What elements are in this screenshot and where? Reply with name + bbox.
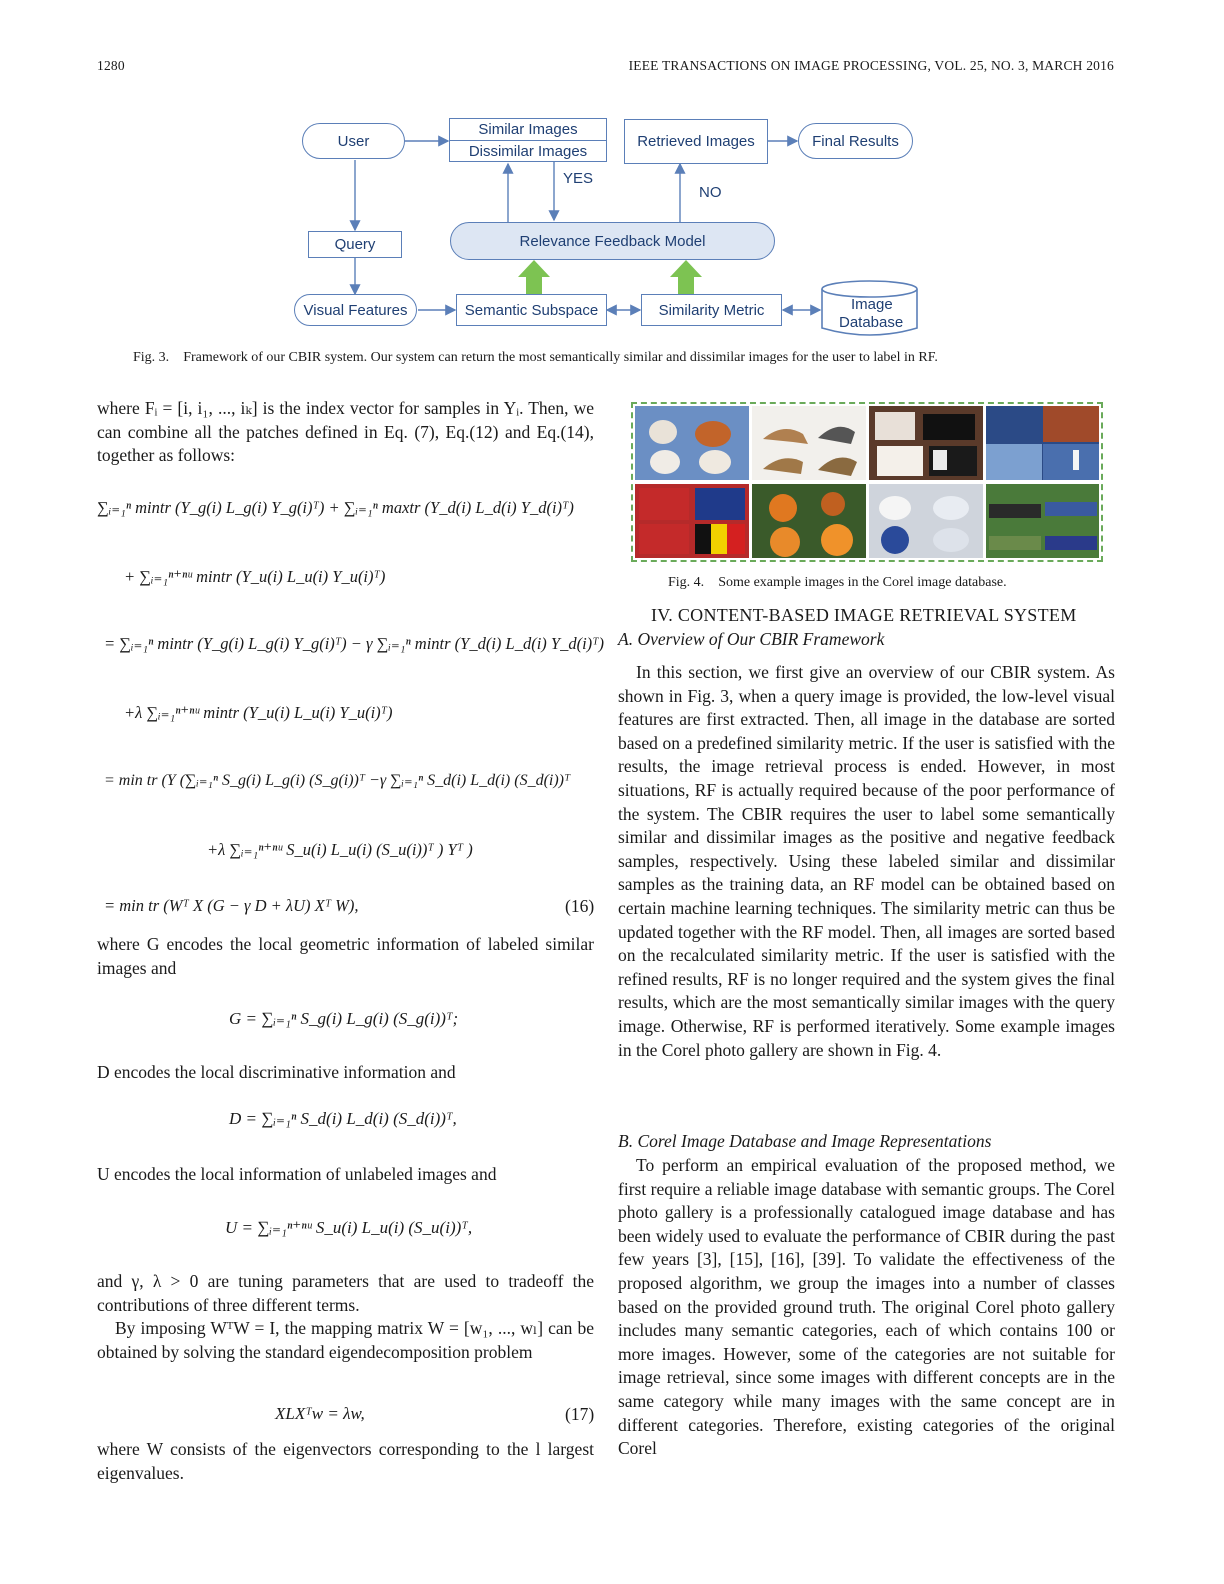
left-paragraph-5: and γ, λ > 0 are tuning parameters that are used to tradeoff the contributions of three different terms. <box>97 1271 594 1315</box>
node-similarity-metric: Similarity Metric <box>641 294 782 326</box>
label-yes: YES <box>563 170 594 187</box>
subsection-heading-b: B. Corel Image Database and Image Representations <box>618 1131 992 1151</box>
node-retrieved-images: Retrieved Images <box>624 119 768 164</box>
right-paragraph-a: In this section, we first give an overview of our CBIR system. As shown in Fig. 3, when a query image is provided, the low-level visual features are first extracted. Then, all image in the database are sorted based on a predefined similarity metric. If the user is satisfied with the results, the image retrieval process is ended. However, in most situations, RF is actually required because of the poor performance of the system. The CBIR requires the user to label some semantically similar and dissimilar images as the positive and negative feedback samples, respectively. Using these labeled similar and dissimilar samples as the training data, an RF model can be obtained based on certain machine learning techniques. The similarity metric can thus be updated together with the RF model. Then, all images are sorted based on the recalculated similarity metric. If the user is satisfied with the refined results, RF is no longer required and the system gives the final results, which are the most semantically similar images with the query image. Otherwise, RF is performed iteratively. Some example images in the Corel photo gallery are shown in Fig. 4. <box>618 662 1115 1060</box>
playing-card-images <box>869 406 983 480</box>
equation-17: XLXᵀw = λw, <box>275 1404 365 1423</box>
left-paragraph-6: By imposing WᵀW = I, the mapping matrix W = [w₁, ..., wₗ] can be obtained by solving the standard eigendecomposition problem <box>97 1318 594 1362</box>
eq16-line-5: = min tr (Y (∑ᵢ₌₁ⁿ S_g(i) L_g(i) (S_g(i))ᵀ −γ ∑ᵢ₌₁ⁿ S_d(i) L_d(i) (S_d(i))ᵀ <box>104 772 571 789</box>
eq16-line-1: ∑ᵢ₌₁ⁿ mintr (Y_g(i) L_g(i) Y_g(i)ᵀ) + ∑ᵢ₌₁ⁿ maxtr (Y_d(i) L_d(i) Y_d(i)ᵀ) <box>97 498 574 517</box>
node-final-results: Final Results <box>798 123 913 159</box>
dinosaur-images <box>752 406 866 480</box>
equation-U: U = ∑ᵢ₌₁ⁿ⁺ⁿᵘ S_u(i) L_u(i) (S_u(i))ᵀ, <box>225 1218 473 1237</box>
left-paragraph-1: where Fᵢ = [i, i₁, ..., iₖ] is the index vector for samples in Yᵢ. Then, we can combine all the patches defined in Eq. (7), Eq.(12) and Eq.(14), together as follows: <box>97 398 594 466</box>
right-paragraph-b: To perform an empirical evaluation of the proposed method, we first require a reliable image database with semantic groups. The Corel photo gallery is a professionally catalogued image database and has been widely used to evaluate the performance of CBIR during the past few years [3], [15], [16], [39]. To validate the effectiveness of the proposed algorithm, we group the images into a number of classes based on the provided ground truth. The original Corel photo gallery includes many semantic categories, each of which contains 100 or more images. However, some of the categories are not suitable for image retrieval, since some images with different concepts are in the same category while many images with the same concept are in different categories. Therefore, existing categories of the original Corel <box>618 1155 1115 1459</box>
eq17-number: (17) <box>565 1404 595 1424</box>
node-similar-images: Similar Images <box>449 118 607 140</box>
figure-3-connectors <box>0 0 1224 345</box>
label-no: NO <box>699 184 722 201</box>
node-database-line2: Database <box>839 314 904 331</box>
equation-D: D = ∑ᵢ₌₁ⁿ S_d(i) L_d(i) (S_d(i))ᵀ, <box>229 1109 457 1128</box>
node-visual-features: Visual Features <box>294 294 417 326</box>
eq16-number: (16) <box>565 896 595 916</box>
corel-example-images <box>633 404 1101 560</box>
eq16-line-3: = ∑ᵢ₌₁ⁿ mintr (Y_g(i) L_g(i) Y_g(i)ᵀ) − γ ∑ᵢ₌₁ⁿ mintr (Y_d(i) L_d(i) Y_d(i)ᵀ) <box>104 634 605 653</box>
section-heading-iv: IV. CONTENT-BASED IMAGE RETRIEVAL SYSTEM <box>651 605 1077 625</box>
caption-label: Fig. 4. <box>668 575 705 590</box>
left-paragraph-4: U encodes the local information of unlabeled images and <box>97 1164 497 1184</box>
page-number: 1280 <box>97 58 125 73</box>
node-dissimilar-images: Dissimilar Images <box>449 140 607 162</box>
left-paragraph-7: where W consists of the eigenvectors corresponding to the l largest eigenvalues. <box>97 1439 594 1483</box>
pumpkin-images <box>752 484 866 558</box>
flag-images <box>635 484 749 558</box>
eq16-line-2: + ∑ᵢ₌₁ⁿ⁺ⁿᵘ mintr (Y_u(i) L_u(i) Y_u(i)ᵀ) <box>124 567 386 586</box>
caption-label: Fig. 3. <box>133 350 170 365</box>
node-user: User <box>302 123 405 159</box>
left-paragraph-2: where G encodes the local geometric information of labeled similar images and <box>97 934 594 978</box>
figure-3-caption <box>133 350 938 366</box>
eq16-line-4: +λ ∑ᵢ₌₁ⁿ⁺ⁿᵘ mintr (Y_u(i) L_u(i) Y_u(i)ᵀ) <box>124 703 393 722</box>
green-up-arrows <box>518 260 702 294</box>
equation-G: G = ∑ᵢ₌₁ⁿ S_g(i) L_g(i) (S_g(i))ᵀ; <box>229 1009 459 1028</box>
node-semantic-subspace: Semantic Subspace <box>456 294 607 326</box>
left-paragraph-3: D encodes the local discriminative information and <box>97 1062 456 1082</box>
node-relevance-feedback-model: Relevance Feedback Model <box>450 222 775 260</box>
train-images <box>986 484 1099 558</box>
porcelain-images <box>869 484 983 558</box>
node-query: Query <box>308 231 402 258</box>
figure-4-image-grid <box>631 402 1103 562</box>
eq16-line-6: +λ ∑ᵢ₌₁ⁿ⁺ⁿᵘ S_u(i) L_u(i) (S_u(i))ᵀ ) Yᵀ ) <box>207 840 473 859</box>
cat-images <box>635 406 749 480</box>
caption-text: Some example images in the Corel image database. <box>718 575 1007 590</box>
subsection-heading-a: A. Overview of Our CBIR Framework <box>618 629 885 649</box>
journal-header: IEEE TRANSACTIONS ON IMAGE PROCESSING, VOL. 25, NO. 3, MARCH 2016 <box>628 58 1114 73</box>
caption-text: Framework of our CBIR system. Our system can return the most semantically similar and dissimilar images for the user to label in RF. <box>183 350 938 365</box>
node-database-line1: Image <box>851 296 893 313</box>
figure-4-caption <box>668 575 1007 591</box>
lighthouse-sunset-images <box>986 406 1099 480</box>
eq16-line-7: = min tr (Wᵀ X (G − γ D + λU) Xᵀ W), <box>104 896 359 915</box>
